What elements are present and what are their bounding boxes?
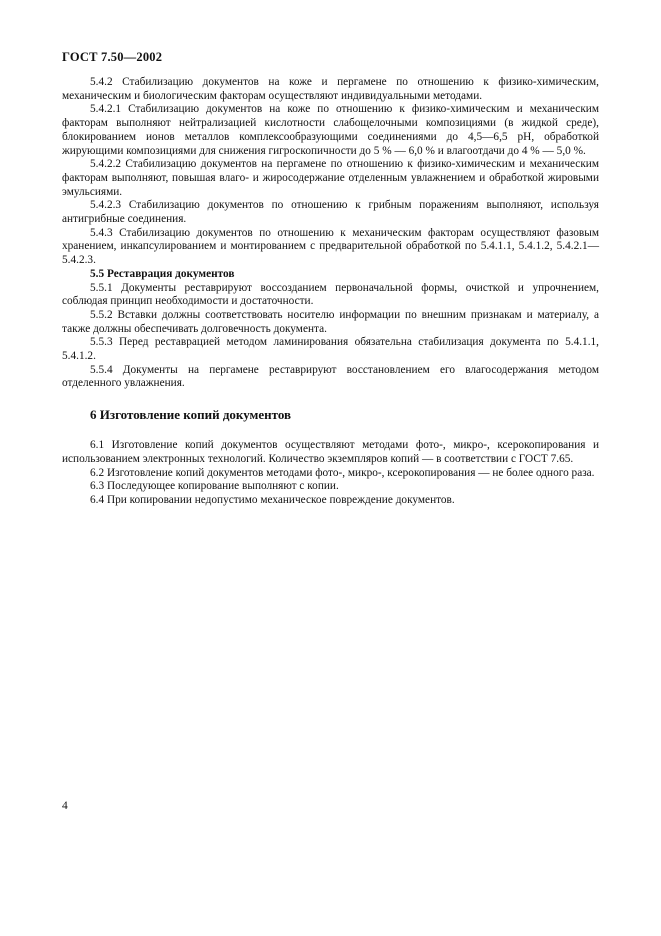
- paragraph-5-4-2: 5.4.2 Стабилизацию документов на коже и пергамене по отношению к физико-химическим, механическим и биологическим факторам осуществляют индивидуальными методами.: [62, 76, 599, 102]
- paragraph-6-4: 6.4 При копировании недопустимо механическое повреждение документов.: [90, 493, 455, 506]
- paragraph-5-4-2-2: 5.4.2.2 Стабилизацию документов на пергамене по отношению к физико-химическим и механическим факторам выполняют, повышая влаго- и жиросодержание отделенным увлажнением и обработкой жировыми эмульсиями.: [62, 158, 599, 198]
- paragraph-5-4-2-3: 5.4.2.3 Стабилизацию документов по отношению к грибным поражениям выполняют, используя антигрибные соединения.: [62, 199, 599, 226]
- paragraph-5-5-1: 5.5.1 Документы реставрируют воссозданием первоначальной формы, очисткой и упрочнением, соблюдая принцип необходимости и достаточности.: [62, 281, 599, 308]
- paragraph-6-3: 6.3 Последующее копирование выполняют с копии.: [90, 480, 339, 493]
- subsection-title-5-5: 5.5 Реставрация документов: [90, 267, 235, 280]
- paragraph-5-5-2: 5.5.2 Вставки должны соответствовать носителю информации по внешним признакам и материалу, а также должны обеспечивать долговечность документа.: [62, 308, 599, 335]
- page-number: 4: [62, 800, 68, 812]
- paragraph-5-5-3: 5.5.3 Перед реставрацией методом ламинирования обязательна стабилизация документа по 5.4.1.1, 5.4.1.2.: [62, 336, 599, 363]
- standard-header: ГОСТ 7.50—2002: [62, 50, 163, 64]
- paragraph-5-5-4: 5.5.4 Документы на пергамене реставрируют восстановлением его влагосодержания методом отделенного увлажнения.: [62, 363, 599, 390]
- paragraph-5-4-3: 5.4.3 Стабилизацию документов по отношению к механическим факторам осуществляют фазовым хранением, инкапсулированием и монтированием с предварительной обработкой по 5.4.1.1, 5.4.1.2, 5.4.2.1—5.4.2.3.: [62, 226, 599, 267]
- paragraph-6-1: 6.1 Изготовление копий документов осуществляют методами фото-, микро-, ксерокопирования и использованием электронных технологий. Количество экземпляров копий — в соответствии с ГОСТ 7.65.: [62, 439, 599, 465]
- document-body: [62, 76, 599, 508]
- paragraph-5-4-2-1: 5.4.2.1 Стабилизацию документов на коже по отношению к физико-химическим и механическим факторам выполняют нейтрализацией кислотности слабощелочными композициями (в жидкой среде), блокированием ионов металлов комплексообразующими соединениями до 4,5—6,5 рН, обработкой жирующими композициями для снижения гигроскопичности до 5 % — 6,0 % и влагоотдачи до 4 % — 5,0 %.: [62, 103, 599, 157]
- paragraph-6-2: 6.2 Изготовление копий документов методами фото-, микро-, ксерокопирования — не более одного раза.: [90, 466, 595, 479]
- section-title-6: 6 Изготовление копий документов: [90, 407, 292, 423]
